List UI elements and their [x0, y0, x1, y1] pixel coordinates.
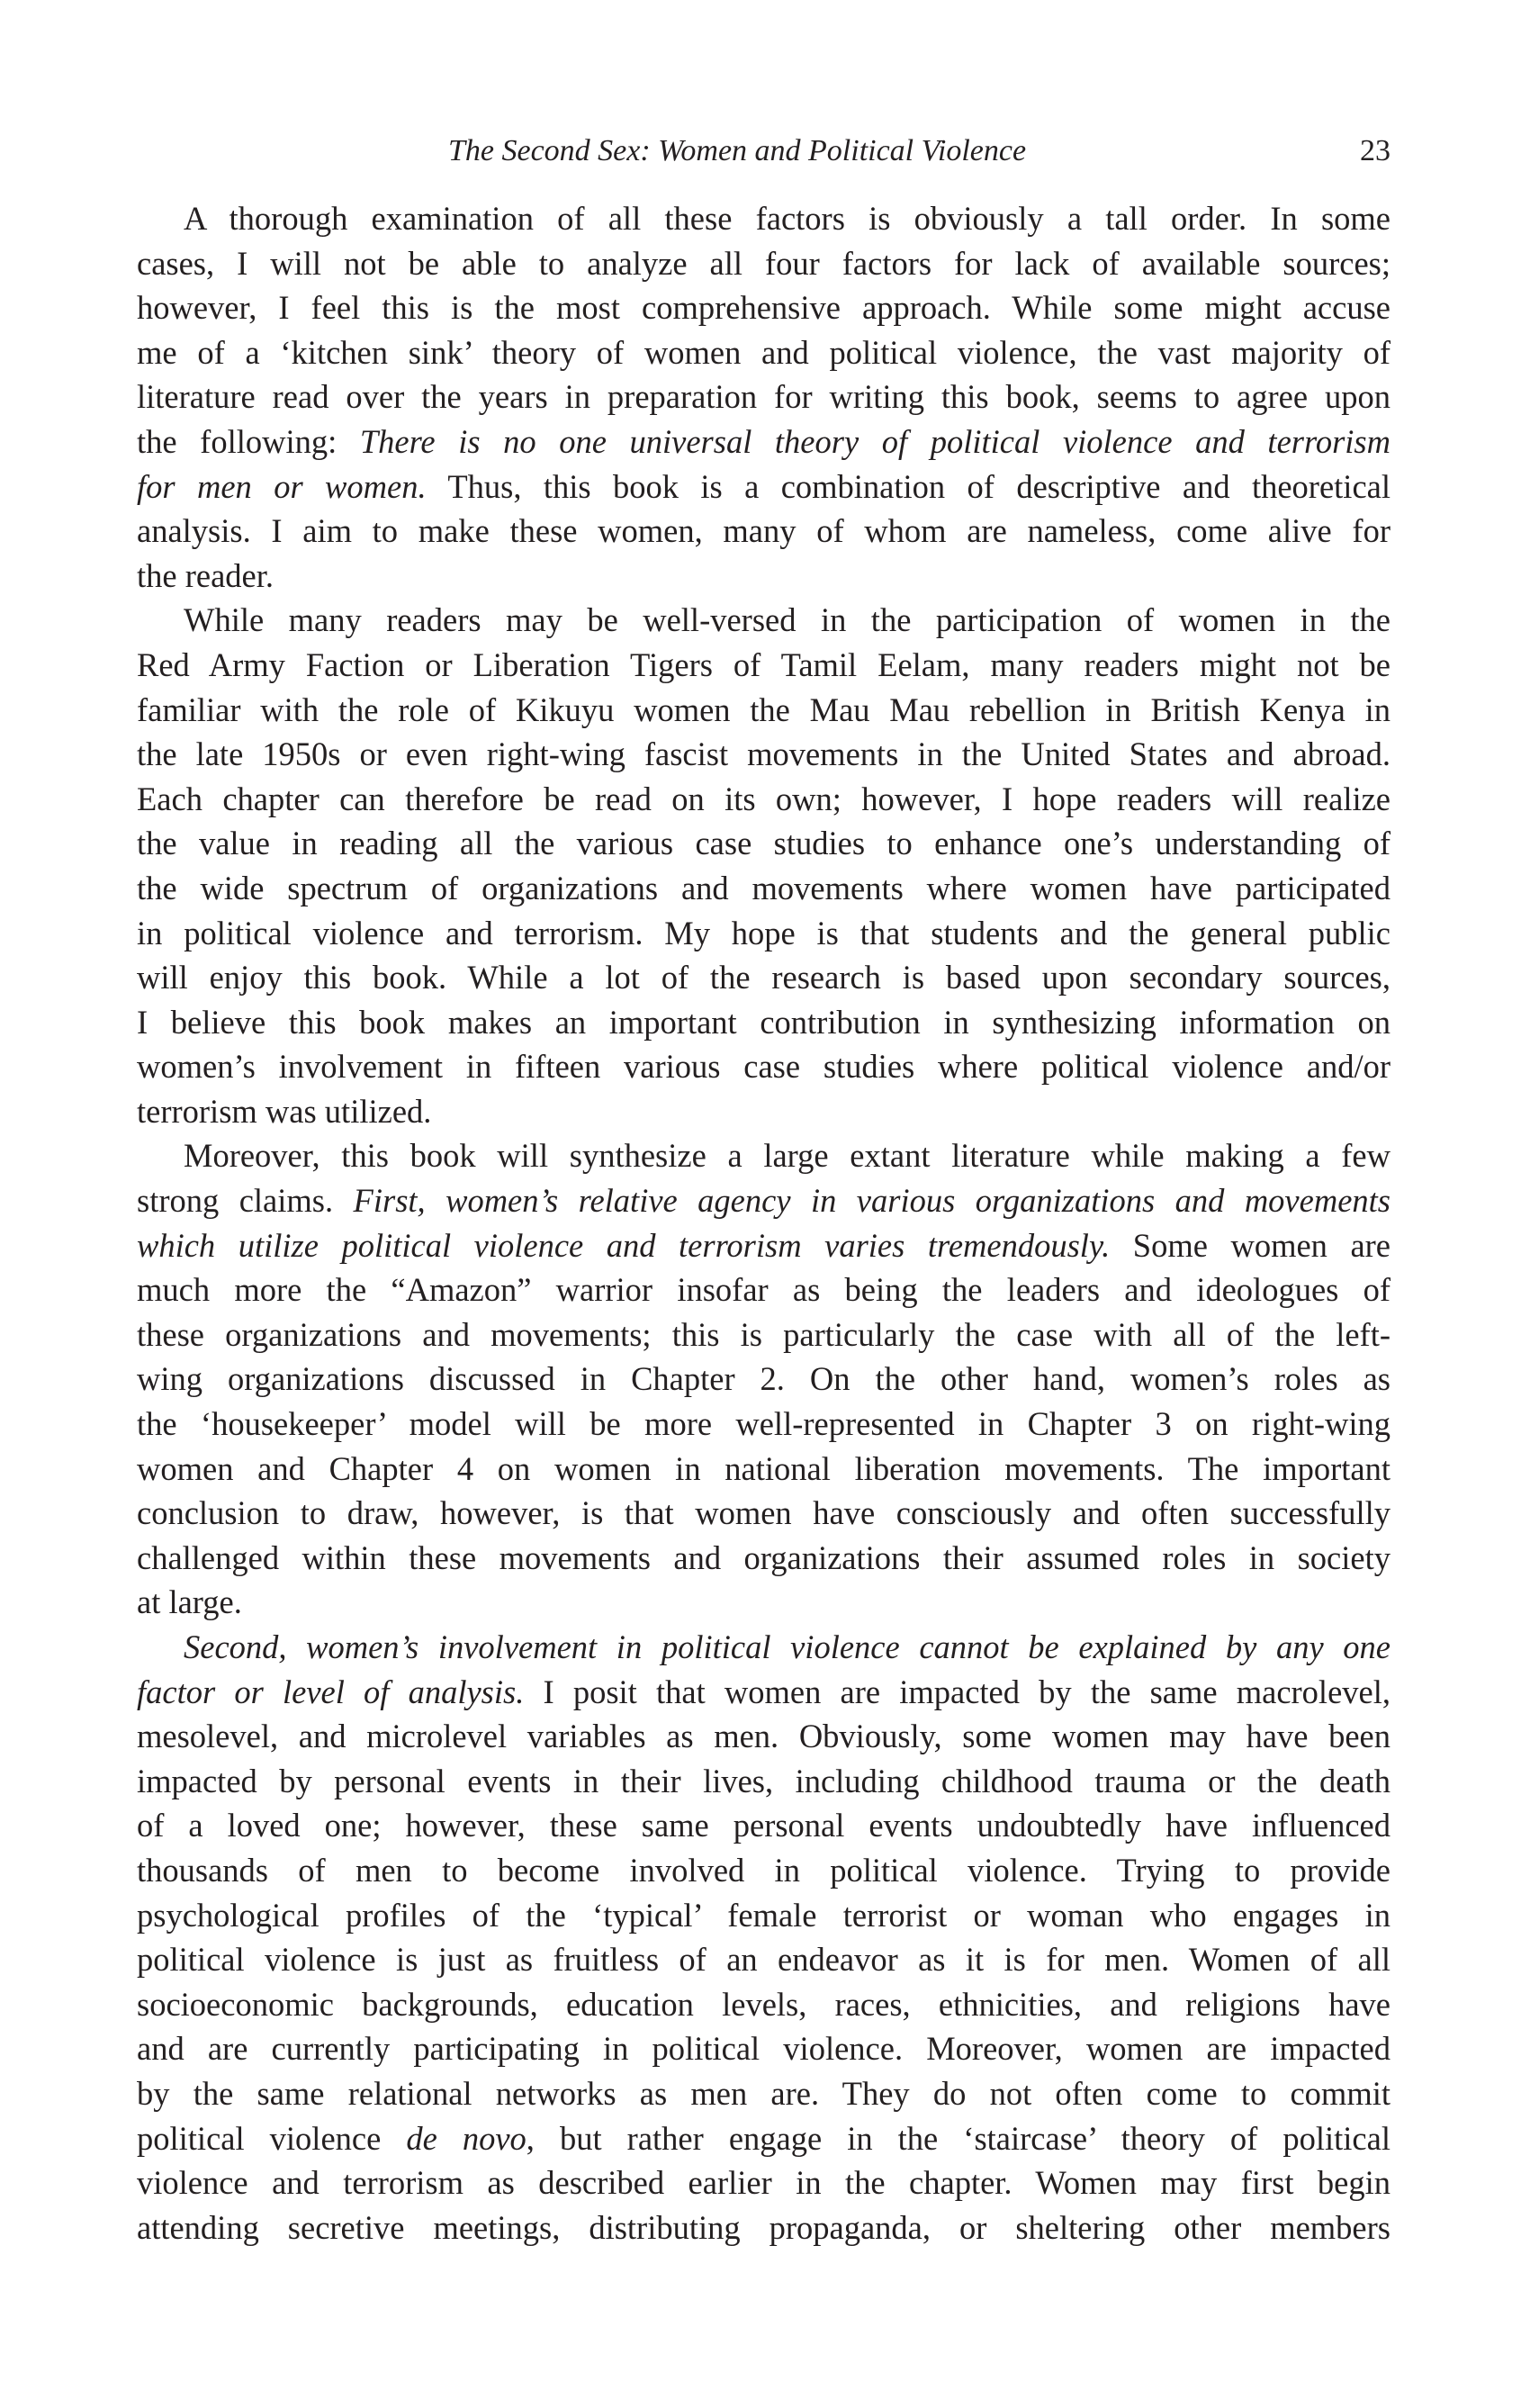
italic-text: which utilize political violence and terrorism varies tremendously. [137, 1226, 1111, 1264]
text: the late 1950s or even right-wing fascist movements in the United States and abroad. [137, 735, 1390, 773]
running-head-title: The Second Sex: Women and Political Violence [448, 134, 1027, 167]
text-line [137, 1357, 1390, 1402]
text: women’s involvement in fifteen various case studies where political violence and/or [137, 1048, 1390, 1086]
text-line [137, 1491, 1390, 1536]
text-line [137, 1447, 1390, 1492]
text: Thus, this book is a combination of descriptive and theoretical [426, 467, 1390, 505]
running-head [137, 131, 1390, 171]
body-text [137, 196, 1390, 2250]
text-line [137, 911, 1390, 956]
text: Moreover, this book will synthesize a large extant literature while making a few [184, 1137, 1390, 1175]
text: While many readers may be well-versed in the participation of women in the [184, 601, 1390, 639]
text: the following: [137, 422, 360, 460]
text: the value in reading all the various case studies to enhance one’s understanding of [137, 825, 1390, 862]
text: wing organizations discussed in Chapter 2. On the other hand, women’s roles as [137, 1360, 1390, 1398]
text-line [137, 241, 1390, 286]
text-line [137, 2071, 1390, 2116]
text-line [137, 554, 1390, 599]
text: attending secretive meetings, distributing propaganda, or sheltering other members [137, 2208, 1390, 2246]
text: political violence is just as fruitless of an endeavor as it is for men. Women of all [137, 1941, 1390, 1979]
italic-text: First, women’s relative agency in various organizations and movements [353, 1182, 1390, 1220]
text-line [137, 732, 1390, 777]
text: these organizations and movements; this is particularly the case with all of the left- [137, 1315, 1390, 1353]
text-line [137, 2116, 1390, 2161]
text: and are currently participating in political violence. Moreover, women are impacted [137, 2030, 1390, 2068]
text: thousands of men to become involved in political violence. Trying to provide [137, 1851, 1390, 1889]
page-number: 23 [1360, 134, 1390, 167]
text: violence and terrorism as described earlier in the chapter. Women may first begin [137, 2164, 1390, 2202]
italic-text: for men or women. [137, 467, 427, 505]
text-line [137, 2160, 1390, 2205]
text: the ‘housekeeper’ model will be more well-represented in Chapter 3 on right-wing [137, 1405, 1390, 1443]
text-line [137, 866, 1390, 911]
text-line [137, 688, 1390, 733]
text-line [137, 509, 1390, 554]
text-line [137, 1267, 1390, 1312]
text-line [137, 1893, 1390, 1938]
text-line [137, 1133, 1390, 1178]
text-line [137, 1625, 1390, 1670]
text: terrorism was utilized. [137, 1092, 432, 1130]
text-line [137, 1044, 1390, 1089]
text-line [137, 1759, 1390, 1804]
text: impacted by personal events in their lives, including childhood trauma or the death [137, 1762, 1390, 1799]
text: A thorough examination of all these factors is obviously a tall order. In some [184, 200, 1390, 237]
text: psychological profiles of the ‘typical’ female terrorist or woman who engages in [137, 1896, 1390, 1934]
text: challenged within these movements and organizations their assumed roles in society [137, 1538, 1390, 1576]
text-line [137, 419, 1390, 464]
text-line [137, 1402, 1390, 1447]
text-line [137, 285, 1390, 330]
text-line [137, 2205, 1390, 2250]
text: familiar with the role of Kikuyu women the Mau Mau rebellion in British Kenya in [137, 690, 1390, 728]
paragraph [137, 1133, 1390, 1625]
text: , but rather engage in the ‘staircase’ theory of political [526, 2119, 1390, 2157]
text-line [137, 1312, 1390, 1357]
text-line [137, 2026, 1390, 2071]
text: analysis. I aim to make these women, many of whom are nameless, come alive for [137, 512, 1390, 550]
text: at large. [137, 1583, 242, 1621]
italic-text: de novo [406, 2119, 526, 2157]
text: the reader. [137, 556, 274, 594]
text: literature read over the years in preparation for writing this book, seems to agree upon [137, 378, 1390, 416]
text-line [137, 598, 1390, 643]
text: socioeconomic backgrounds, education levels, races, ethnicities, and religions have [137, 1985, 1390, 2023]
text-line [137, 196, 1390, 241]
text-line [137, 955, 1390, 1000]
text: by the same relational networks as men are. They do not often come to commit [137, 2074, 1390, 2112]
text-line [137, 1178, 1390, 1223]
text-line [137, 1670, 1390, 1715]
text: political violence [137, 2119, 407, 2157]
text-line [137, 1580, 1390, 1625]
text-line [137, 777, 1390, 822]
text-line [137, 643, 1390, 688]
text-line [137, 1536, 1390, 1581]
italic-text: Second, women’s involvement in political violence cannot be explained by any one [184, 1628, 1390, 1665]
text: will enjoy this book. While a lot of the research is based upon secondary sources, [137, 959, 1390, 997]
text-line [137, 1982, 1390, 2027]
text: of a loved one; however, these same personal events undoubtedly have influenced [137, 1807, 1390, 1844]
text-line [137, 1089, 1390, 1134]
text: I believe this book makes an important contribution in synthesizing information on [137, 1003, 1390, 1041]
text-line [137, 1223, 1390, 1268]
italic-text: factor or level of analysis. [137, 1673, 525, 1710]
text: Some women are [1110, 1226, 1390, 1264]
paragraph [137, 1625, 1390, 2250]
italic-text: There is no one universal theory of political violence and terrorism [359, 422, 1390, 460]
text: strong claims. [137, 1182, 354, 1220]
text: Each chapter can therefore be read on its own; however, I hope readers will realize [137, 780, 1390, 817]
text: in political violence and terrorism. My hope is that students and the general public [137, 914, 1390, 951]
text-line [137, 464, 1390, 510]
text: I posit that women are impacted by the same macrolevel, [524, 1673, 1390, 1710]
text-line [137, 821, 1390, 866]
text: women and Chapter 4 on women in national liberation movements. The important [137, 1449, 1390, 1487]
text-line [137, 1937, 1390, 1982]
text: conclusion to draw, however, is that women have consciously and often successfully [137, 1494, 1390, 1532]
text-line [137, 1848, 1390, 1893]
text-line [137, 1714, 1390, 1759]
text-line [137, 330, 1390, 375]
text-line [137, 1000, 1390, 1045]
text: much more the “Amazon” warrior insofar as being the leaders and ideologues of [137, 1271, 1390, 1309]
paragraph [137, 196, 1390, 598]
text: mesolevel, and microlevel variables as men. Obviously, some women may have been [137, 1718, 1390, 1755]
text: the wide spectrum of organizations and movements where women have participated [137, 869, 1390, 906]
text-line [137, 1803, 1390, 1848]
text-line [137, 374, 1390, 419]
text: however, I feel this is the most comprehensive approach. While some might accuse [137, 289, 1390, 327]
paragraph [137, 598, 1390, 1133]
text: me of a ‘kitchen sink’ theory of women and political violence, the vast majority of [137, 333, 1390, 371]
text: Red Army Faction or Liberation Tigers of Tamil Eelam, many readers might not be [137, 645, 1390, 683]
text: cases, I will not be able to analyze all four factors for lack of available sources; [137, 244, 1390, 282]
